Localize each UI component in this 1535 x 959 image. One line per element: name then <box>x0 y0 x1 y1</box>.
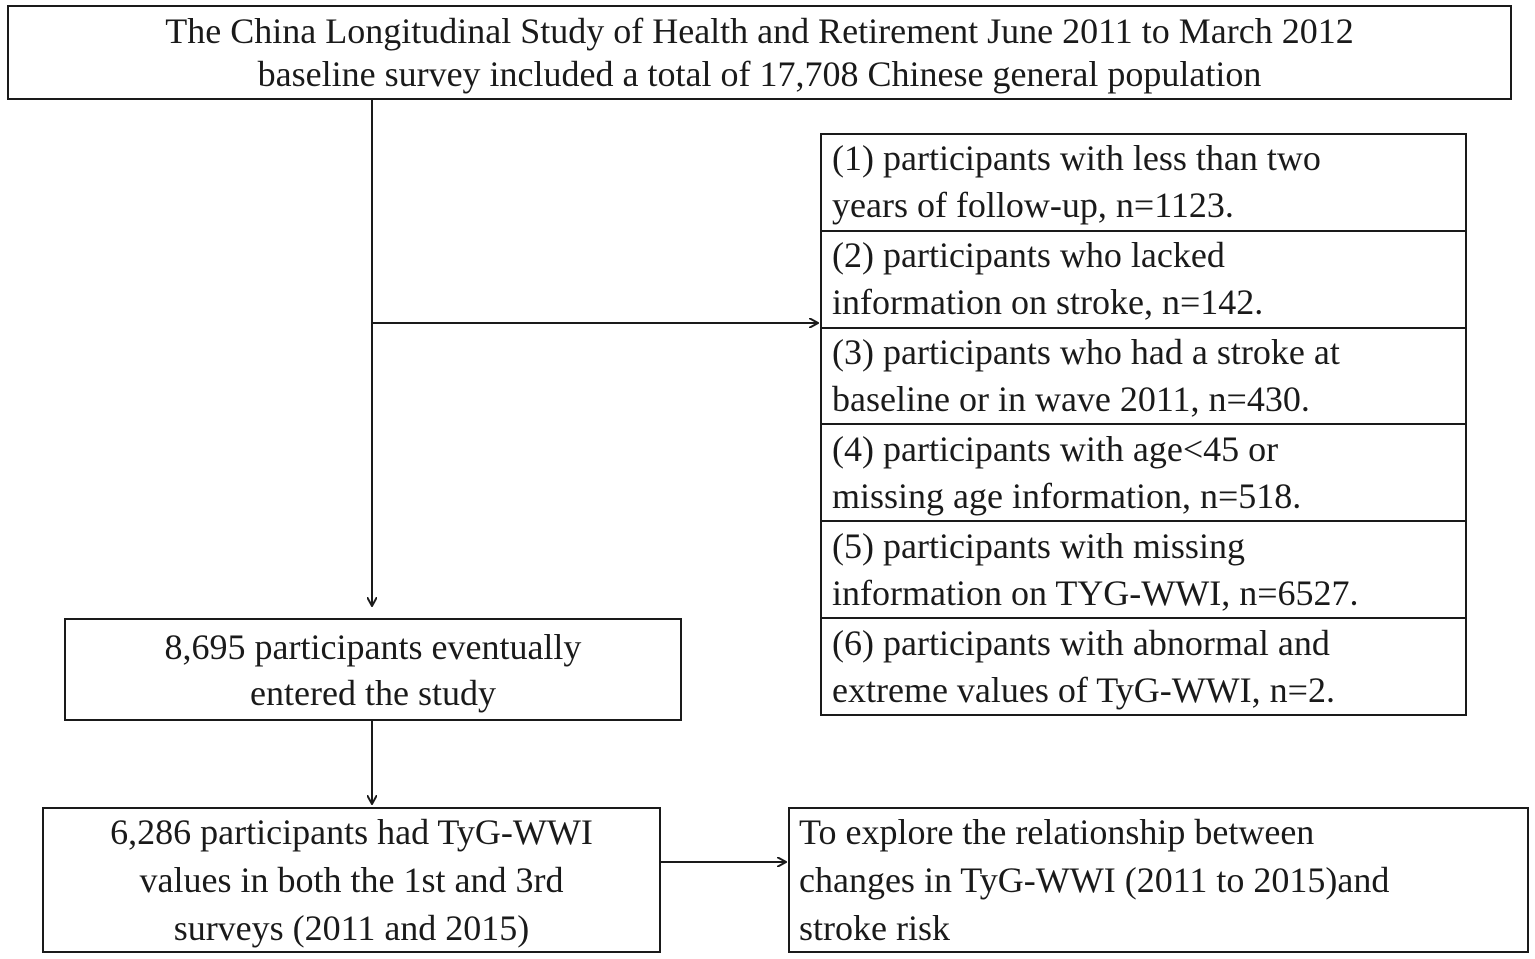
baseline-survey-line-2: baseline survey included a total of 17,708 Chinese general population <box>257 53 1262 94</box>
exclusion-item-1-line-1: (1) participants with less than two <box>832 138 1321 179</box>
entered-study-line-1: 8,695 participants eventually <box>164 626 582 667</box>
exclusion-item-5-line-2: information on TYG-WWI, n=6527. <box>832 572 1359 613</box>
tyg-wwi-values-line-1: 6,286 participants had TyG-WWI <box>110 812 593 852</box>
explore-relationship-line-1: To explore the relationship between <box>799 812 1315 852</box>
exclusion-item-3-line-1: (3) participants who had a stroke at <box>832 332 1340 373</box>
exclusion-item-4-line-1: (4) participants with age<45 or <box>832 428 1279 469</box>
tyg-wwi-values-box <box>42 807 661 953</box>
exclusion-item-6-line-2: extreme values of TyG-WWI, n=2. <box>832 669 1335 710</box>
exclusion-item-3-line-2: baseline or in wave 2011, n=430. <box>832 379 1310 420</box>
exclusion-item-2-line-1: (2) participants who lacked <box>832 235 1225 276</box>
exclusion-item-5 <box>822 520 1465 617</box>
explore-relationship-box <box>788 807 1529 953</box>
explore-relationship-line-2: changes in TyG-WWI (2011 to 2015)and <box>799 860 1390 900</box>
baseline-survey-box <box>7 5 1512 100</box>
exclusion-item-4-line-2: missing age information, n=518. <box>832 475 1302 516</box>
tyg-wwi-values-line-3: surveys (2011 and 2015) <box>173 908 530 948</box>
baseline-survey-line-1: The China Longitudinal Study of Health and Retirement June 2011 to March 2012 <box>165 10 1354 51</box>
exclusion-item-1-line-2: years of follow-up, n=1123. <box>832 185 1234 226</box>
entered-study-line-2: entered the study <box>250 672 496 713</box>
exclusion-item-5-line-1: (5) participants with missing <box>832 525 1245 566</box>
exclusion-item-3 <box>822 327 1465 424</box>
exclusion-item-2-line-2: information on stroke, n=142. <box>832 282 1264 323</box>
exclusion-item-4 <box>822 423 1465 520</box>
exclusion-criteria-box <box>820 133 1467 716</box>
exclusion-item-2 <box>822 230 1465 327</box>
explore-relationship-line-3: stroke risk <box>799 908 950 948</box>
exclusion-item-6-line-1: (6) participants with abnormal and <box>832 622 1330 663</box>
exclusion-item-6 <box>822 617 1465 714</box>
tyg-wwi-values-line-2: values in both the 1st and 3rd <box>139 860 564 900</box>
exclusion-item-1 <box>822 135 1465 230</box>
entered-study-box <box>64 618 682 721</box>
